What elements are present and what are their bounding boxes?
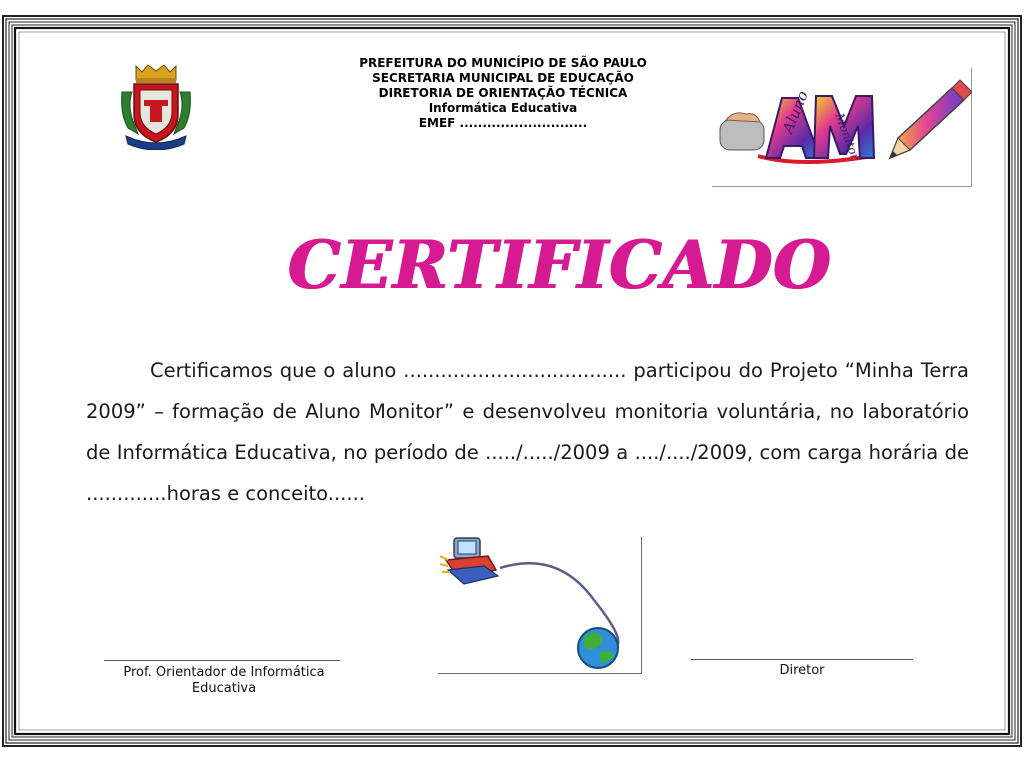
header-line-5: EMEF ............................ [418, 116, 588, 130]
institution-header [300, 56, 706, 131]
header-line-1: PREFEITURA DO MUNICÍPIO DE SÃO PAULO [359, 56, 647, 70]
signature-label-left: Prof. Orientador de Informática Educativa [123, 665, 325, 696]
signature-line-left [104, 660, 340, 661]
logo-word-aluno: Aluno [778, 88, 812, 136]
computer-mouse-globe-icon [438, 530, 643, 675]
aluno-monitor-logo-icon [712, 68, 972, 188]
signature-line-right [691, 659, 913, 660]
header-line-4: Informática Educativa [428, 101, 578, 115]
coat-of-arms-icon [118, 64, 194, 150]
header-line-3: DIRETORIA DE ORIENTAÇÃO TÉCNICA [378, 86, 628, 100]
certificate-body [86, 350, 969, 514]
logo-word-monitor: Monitor [832, 111, 863, 162]
certificate-title: CERTIFICADO [288, 226, 832, 304]
certificate-paragraph: Certificamos que o aluno .................................... participou do Projeto “Minha Terra 2009” – formação de Aluno Monitor” e desenvolveu monitoria voluntária, no laboratório de Informática Educativa, no período de ...../...../2009 a ..../..../2009, com carga horária de .............horas e conceito...... [86, 359, 969, 505]
signature-label-right: Diretor [779, 663, 825, 678]
header-line-2: SECRETARIA MUNICIPAL DE EDUCAÇÃO [372, 71, 634, 85]
